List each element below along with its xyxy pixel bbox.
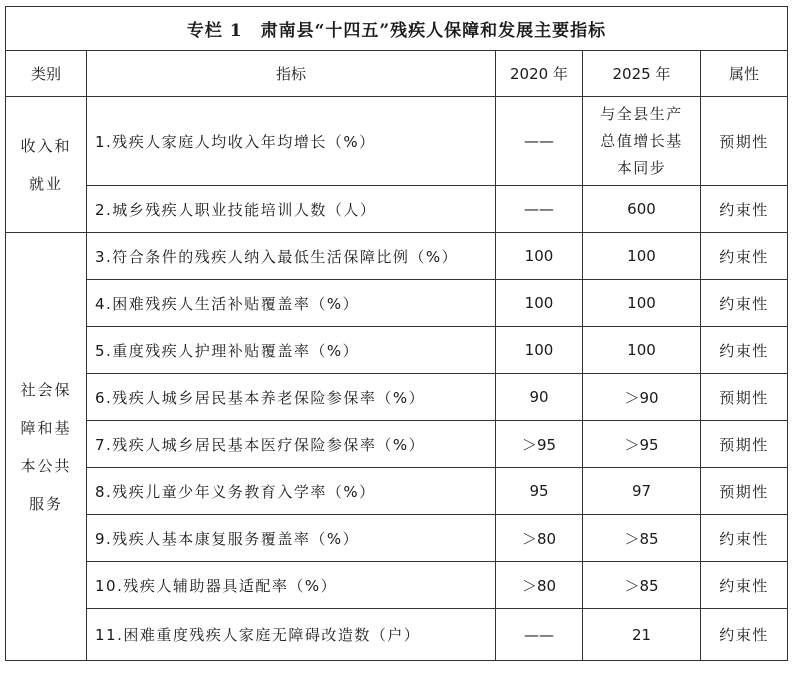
table-title: 专栏 1 肃南县“十四五”残疾人保障和发展主要指标: [6, 7, 788, 51]
table-row: [6, 468, 788, 515]
indicator-cell: 6.残疾人城乡居民基本养老保险参保率（%）: [87, 374, 496, 421]
value-2025-line: 总值增长基: [600, 131, 683, 150]
value-2020-cell: 100: [496, 280, 583, 327]
attribute-cell: 约束性: [701, 280, 788, 327]
value-2025-cell: 100: [583, 233, 701, 280]
table-row: [6, 609, 788, 661]
value-2020-cell: 95: [496, 468, 583, 515]
indicator-cell: 5.重度残疾人护理补贴覆盖率（%）: [87, 327, 496, 374]
value-2025-cell: 600: [583, 186, 701, 233]
value-2025-cell: [583, 97, 701, 186]
category-line: 本公共: [20, 456, 72, 475]
category-line: 障和基: [20, 418, 72, 437]
category-line: 社会保: [20, 380, 72, 399]
table-row: [6, 280, 788, 327]
table-row: [6, 327, 788, 374]
table-row: [6, 562, 788, 609]
attribute-cell: 预期性: [701, 374, 788, 421]
table-row: [6, 421, 788, 468]
indicator-table: [5, 6, 788, 661]
indicator-cell: 3.符合条件的残疾人纳入最低生活保障比例（%）: [87, 233, 496, 280]
indicator-cell: 7.残疾人城乡居民基本医疗保险参保率（%）: [87, 421, 496, 468]
indicator-cell: 9.残疾人基本康复服务覆盖率（%）: [87, 515, 496, 562]
attribute-cell: 约束性: [701, 186, 788, 233]
attribute-cell: 约束性: [701, 233, 788, 280]
attribute-cell: 预期性: [701, 468, 788, 515]
header-indicator: 指标: [87, 51, 496, 97]
value-2020-cell: ——: [496, 97, 583, 186]
value-2020-cell: ——: [496, 186, 583, 233]
header-2025: 2025 年: [583, 51, 701, 97]
value-2020-cell: ——: [496, 609, 583, 661]
value-2020-cell: ＞80: [496, 515, 583, 562]
value-2025-cell: 97: [583, 468, 701, 515]
value-2025-cell: ＞95: [583, 421, 701, 468]
header-2020: 2020 年: [496, 51, 583, 97]
table-header-row: [6, 51, 788, 97]
indicator-cell: 4.困难残疾人生活补贴覆盖率（%）: [87, 280, 496, 327]
indicator-cell: 1.残疾人家庭人均收入年均增长（%）: [87, 97, 496, 186]
attribute-cell: 约束性: [701, 327, 788, 374]
table-row: [6, 374, 788, 421]
category-line: 收入和: [20, 136, 72, 155]
value-2020-cell: 100: [496, 327, 583, 374]
value-2020-cell: 90: [496, 374, 583, 421]
value-2025-cell: ＞90: [583, 374, 701, 421]
header-attribute: 属性: [701, 51, 788, 97]
value-2020-cell: ＞80: [496, 562, 583, 609]
indicator-cell: 2.城乡残疾人职业技能培训人数（人）: [87, 186, 496, 233]
table-row: [6, 186, 788, 233]
table-row: [6, 515, 788, 562]
value-2025-line: 本同步: [616, 158, 667, 177]
attribute-cell: 预期性: [701, 97, 788, 186]
header-category: 类别: [6, 51, 87, 97]
value-2025-cell: 21: [583, 609, 701, 661]
table-row: [6, 97, 788, 186]
attribute-cell: 预期性: [701, 421, 788, 468]
indicator-cell: 10.残疾人辅助器具适配率（%）: [87, 562, 496, 609]
category-cell-income-employment: [6, 97, 87, 233]
indicator-table-panel: [5, 6, 787, 661]
category-cell-social-security: [6, 233, 87, 661]
value-2025-cell: 100: [583, 327, 701, 374]
value-2025-line: 与全县生产: [600, 104, 683, 123]
indicator-cell: 8.残疾儿童少年义务教育入学率（%）: [87, 468, 496, 515]
value-2025-cell: 100: [583, 280, 701, 327]
value-2020-cell: 100: [496, 233, 583, 280]
category-line: 服务: [28, 494, 63, 513]
attribute-cell: 约束性: [701, 562, 788, 609]
attribute-cell: 约束性: [701, 515, 788, 562]
table-row: [6, 233, 788, 280]
value-2025-cell: ＞85: [583, 562, 701, 609]
attribute-cell: 约束性: [701, 609, 788, 661]
value-2025-cell: ＞85: [583, 515, 701, 562]
value-2020-cell: ＞95: [496, 421, 583, 468]
indicator-cell: 11.困难重度残疾人家庭无障碍改造数（户）: [87, 609, 496, 661]
category-line: 就业: [28, 174, 63, 193]
